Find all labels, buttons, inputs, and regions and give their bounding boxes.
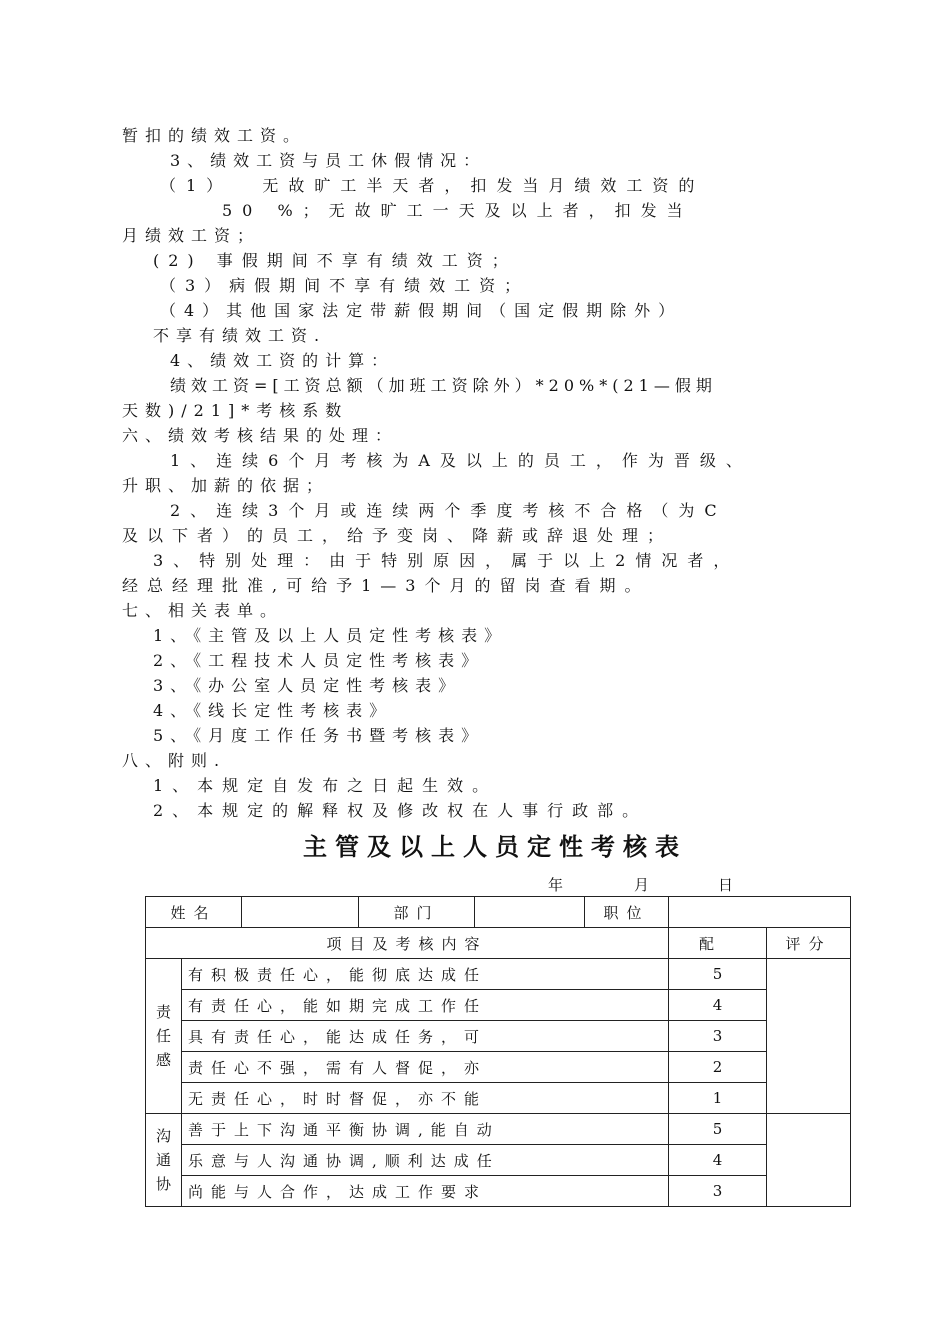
text-line: 升职、加薪的依据； [122,476,330,495]
form-title: 主管及以上人员定性考核表 [303,833,687,861]
table-row [146,1083,851,1114]
name-field[interactable] [242,897,359,928]
text-line: 3、绩效工资与员工休假情况： [170,151,487,170]
criterion-text: 有责任心，能如期完成工作任 [182,990,669,1021]
text-line: 六、绩效考核结果的处理： [122,426,399,445]
score-field[interactable] [767,959,851,1114]
points-value: 2 [669,1052,767,1083]
header-row [146,897,851,928]
points-value: 5 [669,959,767,990]
text-line: (2) 事假期间不享有绩效工资； [153,251,517,270]
text-line: 天数)/21]*考核系数 [122,401,349,420]
points-value: 4 [669,990,767,1021]
criterion-text: 责任心不强，需有人督促，亦 [182,1052,669,1083]
column-header-row [146,928,851,959]
text-line: 3、《办公室人员定性考核表》 [153,676,462,695]
score-column-header: 评分 [767,928,851,959]
text-line: 4、《线长定性考核表》 [153,701,393,720]
position-field[interactable] [669,897,851,928]
text-line: 及以下者）的员工，给予变岗、降薪或辞退处理； [122,526,673,545]
table-row [146,1145,851,1176]
text-line: 5、《月度工作任务书暨考核表》 [153,726,485,745]
text-line: 50 %；无故旷工一天及以上者，扣发当 [222,201,693,220]
text-line: 月绩效工资； [122,226,261,245]
text-line: 2、本规定的解释权及修改权在人事行政部。 [153,801,648,820]
points-value: 3 [669,1021,767,1052]
points-value: 4 [669,1145,767,1176]
text-line: 不享有绩效工资. [153,326,327,345]
position-label: 职位 [585,897,669,928]
text-line: （1） 无故旷工半天者，扣发当月绩效工资的 [160,176,705,195]
text-line: 经总经理批准,可给予1—3个月的留岗查看期。 [122,576,650,595]
text-line: 暂扣的绩效工资。 [122,126,307,145]
text-line: 1、《主管及以上人员定性考核表》 [153,626,508,645]
text-line: 2、连续3个月或连续两个季度考核不合格（为C [170,501,727,520]
text-line: 1、本规定自发布之日起生效。 [153,776,498,795]
text-line: 绩效工资=[工资总额（加班工资除外）*20%*(21—假期 [170,376,717,395]
table-row [146,990,851,1021]
text-line: 1、连续6个月考核为A及以上的员工，作为晋级、 [170,451,752,470]
criterion-text: 乐意与人沟通协调,顺利达成任 [182,1145,669,1176]
text-line: 3、特别处理：由于特别原因，属于以上2情况者， [153,551,740,570]
table-row [146,1052,851,1083]
date-year-label: 年 [548,876,564,894]
criterion-text: 具有责任心，能达成任务，可 [182,1021,669,1052]
points-value: 3 [669,1176,767,1207]
section-heading: 七、相关表单。 [122,601,284,620]
content-column-header: 项目及考核内容 [146,928,669,959]
points-column-header: 配 [669,928,767,959]
table-row [146,1114,851,1145]
text-line: 2、《工程技术人员定性考核表》 [153,651,485,670]
criterion-text: 无责任心，时时督促，亦不能 [182,1083,669,1114]
table-row [146,959,851,990]
dept-label: 部门 [359,897,475,928]
text-line: （3）病假期间不享有绩效工资； [160,276,530,295]
category-cell: 沟 通 协 [146,1114,182,1207]
criterion-text: 有积极责任心，能彻底达成任 [182,959,669,990]
category-cell: 责 任 感 [146,959,182,1114]
text-line: （4）其他国家法定带薪假期间（国定假期除外） [160,301,683,320]
evaluation-table [145,896,851,1207]
name-label: 姓名 [146,897,242,928]
table-row [146,1176,851,1207]
dept-field[interactable] [475,897,585,928]
criterion-text: 尚能与人合作，达成工作要求 [182,1176,669,1207]
points-value: 5 [669,1114,767,1145]
criterion-text: 善于上下沟通平衡协调,能自动 [182,1114,669,1145]
score-field[interactable] [767,1114,851,1207]
section-heading: 八、附则. [122,751,227,770]
date-day-label: 日 [718,876,734,894]
text-line: 4、绩效工资的计算： [170,351,395,370]
date-month-label: 月 [634,876,650,894]
table-row [146,1021,851,1052]
points-value: 1 [669,1083,767,1114]
